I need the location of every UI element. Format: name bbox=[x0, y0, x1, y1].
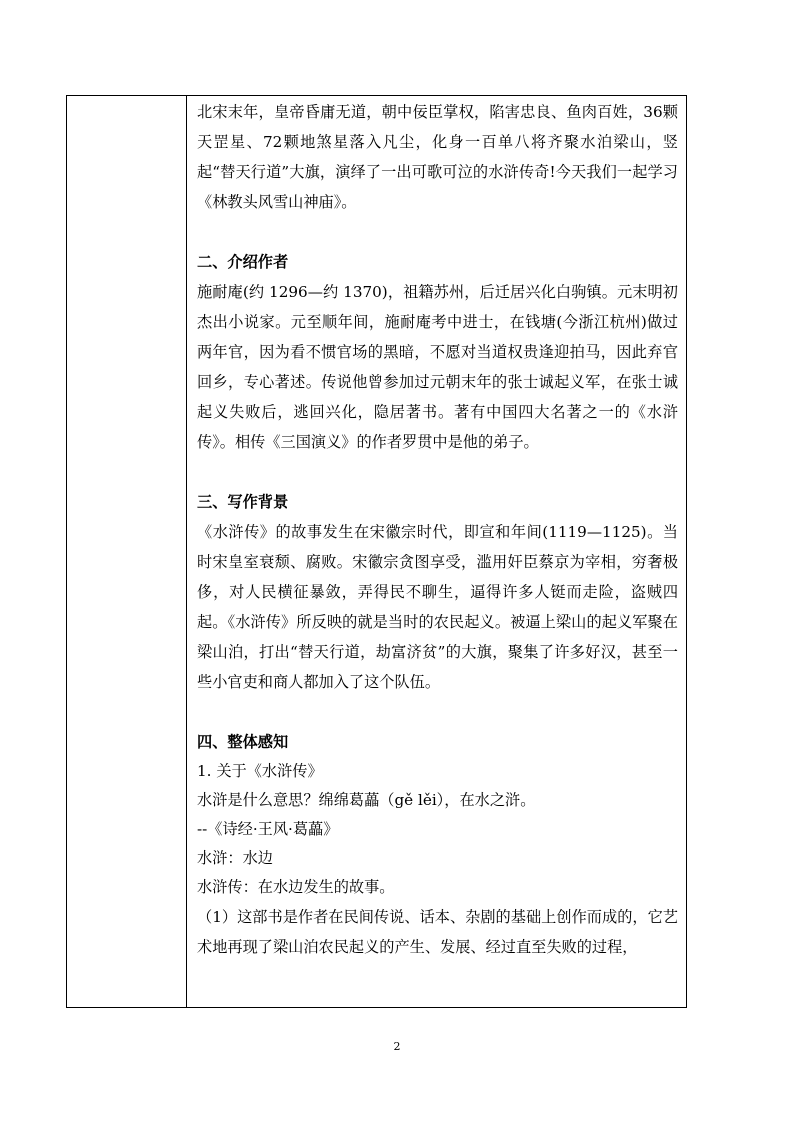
author-paragraph: 施耐庵(约 1296—约 1370)，祖籍苏州，后迁居兴化白驹镇。元末明初杰出小说家。元至顺年间，施耐庵考中进士，在钱塘(今浙江杭州)做过两年官，因为看不惯官场的黑暗，不愿对当道权贵逢迎拍马，因此弃官回乡，专心著述。传说他曾参加过元朝末年的张士诚起义军，在张士诚起义失败后，逃回兴化，隐居著书。著有中国四大名著之一的《水浒传》。相传《三国演义》的作者罗贯中是他的弟子。 bbox=[197, 283, 678, 451]
overview-line-1: 1. 关于《水浒传》 bbox=[197, 762, 323, 780]
intro-paragraph: 北宋末年，皇帝昏庸无道，朝中佞臣掌权，陷害忠良、鱼肉百姓，36颗天罡星、72颗地煞星落入凡尘，化身一百单八将齐聚水泊梁山，竖起“替天行道”大旗，演绎了一出可歌可泣的水浒传奇!今天我们一起学习《林教头风雪山神庙》。 bbox=[197, 103, 678, 211]
background-heading: 三、写作背景 bbox=[197, 493, 289, 511]
overview-heading: 四、整体感知 bbox=[197, 733, 289, 751]
content-cell bbox=[187, 96, 686, 1007]
overview-line-5: 水浒传：在水边发生的故事。 bbox=[197, 878, 395, 896]
overview-line-4: 水浒：水边 bbox=[197, 849, 273, 867]
background-paragraph: 《水浒传》的故事发生在宋徽宗时代，即宣和年间(1119—1125)。当时宋皇室衰颓、腐败。宋徽宗贪图享受，滥用奸臣蔡京为宰相，穷奢极侈，对人民横征暴敛，弄得民不聊生，逼得许多人铤而走险，盗贼四起。《水浒传》所反映的就是当时的农民起义。被逼上梁山的起义军聚在梁山泊，打出“替天行道，劫富济贫”的大旗，聚集了许多好汉，甚至一些小官吏和商人都加入了这个队伍。 bbox=[197, 523, 678, 691]
left-column-cell bbox=[67, 96, 187, 1007]
overview-line-2: 水浒是什么意思？绵绵葛藟（gě lěi），在水之浒。 bbox=[197, 791, 536, 809]
overview-line-3: --《诗经·王风·葛藟》 bbox=[197, 820, 339, 838]
overview-paragraph: （1）这部书是作者在民间传说、话本、杂剧的基础上创作而成的，它艺术地再现了梁山泊农民起义的产生、发展、经过直至失败的过程， bbox=[197, 908, 678, 956]
page-number: 2 bbox=[393, 1040, 401, 1053]
author-heading: 二、介绍作者 bbox=[197, 253, 289, 271]
document-table bbox=[66, 95, 687, 1008]
